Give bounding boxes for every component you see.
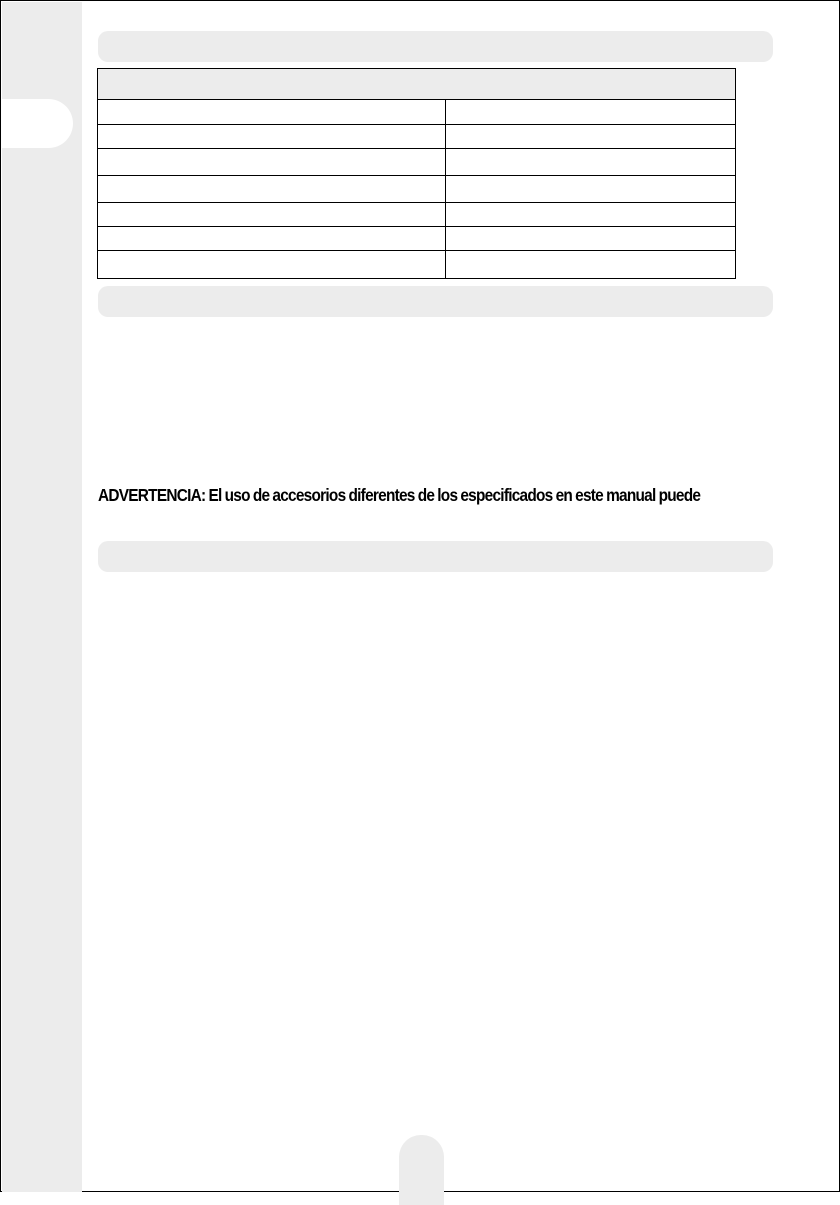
table-row: [98, 203, 736, 227]
table-cell-label: [98, 176, 446, 203]
table-cell-value: [446, 100, 736, 125]
spec-table: [97, 68, 736, 279]
table-header-row: [98, 69, 736, 100]
table-cell-value: [446, 227, 736, 251]
left-margin-band: [2, 2, 82, 1192]
table-row: [98, 125, 736, 149]
table-row: [98, 176, 736, 203]
table-cell-label: [98, 227, 446, 251]
section-header-bar-1: [98, 31, 773, 62]
table-cell-label: [98, 125, 446, 149]
table-row: [98, 149, 736, 176]
table-cell-label: [98, 149, 446, 176]
table-cell-value: [446, 251, 736, 279]
table-cell-label: [98, 100, 446, 125]
table-row: [98, 251, 736, 279]
side-tab: [2, 99, 73, 148]
table-cell-value: [446, 203, 736, 227]
page-number-tab: [399, 1135, 444, 1205]
table-cell-value: [446, 176, 736, 203]
table-row: [98, 100, 736, 125]
section-header-bar-2: [98, 286, 773, 317]
section-header-bar-3: [98, 541, 773, 572]
table-row: [98, 227, 736, 251]
table-cell-value: [446, 149, 736, 176]
table-cell-label: [98, 203, 446, 227]
table-header-cell: [98, 69, 736, 100]
table-cell-label: [98, 251, 446, 279]
warning-text: ADVERTENCIA: El uso de accesorios diferentes de los especificados en este manual puede: [98, 485, 701, 505]
table-cell-value: [446, 125, 736, 149]
